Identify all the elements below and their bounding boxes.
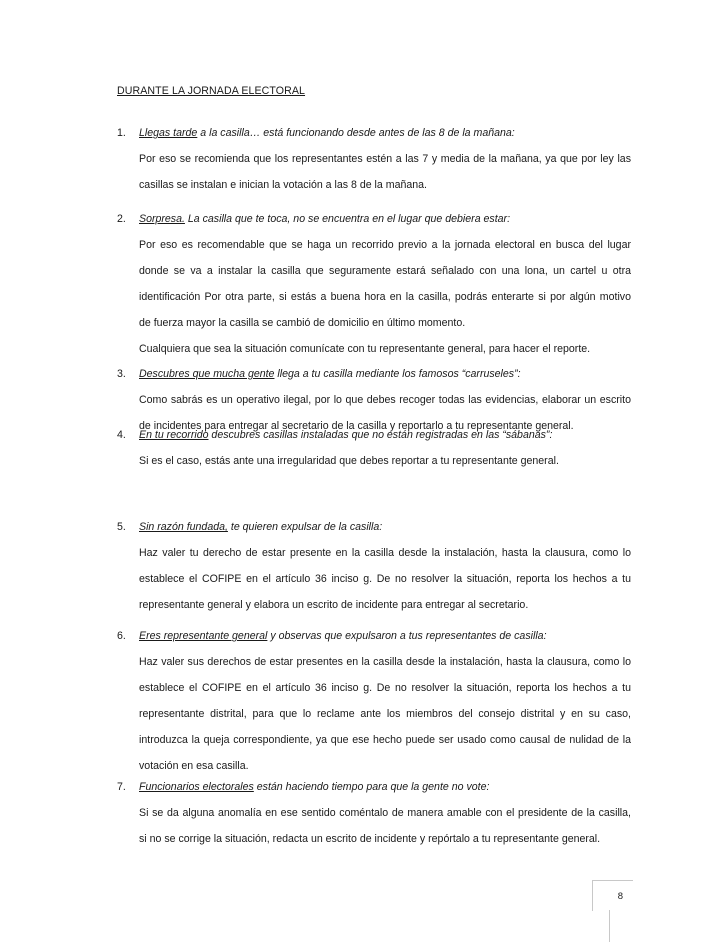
page-number-box (592, 880, 633, 911)
item-title-underlined: Funcionarios electorales (139, 781, 254, 793)
item-title-rest: están haciendo tiempo para que la gente no vote: (253, 781, 490, 793)
item-title-underlined: En tu recorrido (139, 429, 209, 441)
item-title-underlined: Sin razón fundada, (139, 521, 228, 533)
item-number: 2. (117, 213, 126, 225)
item-title-rest: descubres casillas instaladas que no están registradas en las “sábanas”: (208, 429, 553, 441)
list-item (117, 206, 631, 362)
list-item (117, 422, 631, 474)
list-item (117, 774, 631, 852)
section-heading: DURANTE LA JORNADA ELECTORAL (117, 85, 306, 97)
body-line: Por eso es recomendable que se haga un recorrido previo a la jornada electoral en busca del lugar (139, 239, 631, 251)
body-line: introduzca la queja correspondiente, ya que ese hecho puede ser usado como causal de nulidad de la (139, 734, 631, 746)
item-title-rest: te quieren expulsar de la casilla: (227, 521, 383, 533)
item-title (117, 361, 631, 387)
item-body (139, 146, 631, 198)
body-line: establece el COFIPE en el artículo 36 inciso g. De no resolver la situación, reporta los hechos a tu (139, 573, 631, 585)
item-number: 6. (117, 630, 126, 642)
item-body (139, 540, 631, 618)
body-line: de incidentes para entregar al secretario de la casilla y reportarlo a tu representante general. (139, 420, 574, 432)
body-line: Como sabrás es un operativo ilegal, por lo que debes recoger todas las evidencias, elaborar un escrito (139, 394, 631, 406)
item-title-underlined: Descubres que mucha gente (139, 368, 275, 380)
item-title-rest: a la casilla… está funcionando desde antes de las 8 de la mañana: (197, 127, 515, 139)
item-body (139, 800, 631, 852)
body-line: Haz valer tu derecho de estar presente en la casilla desde la instalación, hasta la clausura, como lo (139, 547, 631, 559)
item-number: 5. (117, 521, 126, 533)
page-number: 8 (617, 891, 623, 902)
body-line: establece el COFIPE en el artículo 36 inciso g. De no resolver la situación, reporta los hechos a tu (139, 682, 631, 694)
body-line: donde se va a instalar la casilla que seguramente estará señalado con una lona, un cartel u otra (139, 265, 631, 277)
item-title (117, 206, 631, 232)
item-body (139, 649, 631, 779)
body-line: identificación Por otra parte, si estás a buena hora en la casilla, podrás enterarte si por algún motivo (139, 291, 631, 303)
page-number-rule (609, 910, 610, 942)
list-item (117, 514, 631, 618)
item-title-rest: y observas que expulsaron a tus representantes de casilla: (267, 630, 547, 642)
item-title-underlined: Sorpresa. (139, 213, 185, 225)
item-title-rest: llega a tu casilla mediante los famosos “carruseles”: (274, 368, 521, 380)
item-body (139, 232, 631, 362)
item-title (117, 774, 631, 800)
item-title (117, 422, 631, 448)
body-line: casillas se instalan e inician la votación a las 8 de la mañana. (139, 179, 427, 191)
item-title (117, 120, 631, 146)
body-line: Haz valer sus derechos de estar presentes en la casilla desde la instalación, hasta la clausura, como lo (139, 656, 631, 668)
body-line: Por eso se recomienda que los representantes estén a las 7 y media de la mañana, ya que por ley las (139, 153, 631, 165)
body-line: Si es el caso, estás ante una irregularidad que debes reportar a tu representante general. (139, 455, 559, 467)
item-number: 4. (117, 429, 126, 441)
body-line: Si se da alguna anomalía en ese sentido coméntalo de manera amable con el presidente de la casilla, (139, 807, 631, 819)
list-item (117, 623, 631, 779)
item-title-underlined: Llegas tarde (139, 127, 198, 139)
item-title (117, 623, 631, 649)
item-title-rest: La casilla que te toca, no se encuentra en el lugar que debiera estar: (184, 213, 511, 225)
body-line: representante distrital, para que lo reclame ante los miembros del consejo distrital y en su caso, (139, 708, 631, 720)
body-line: si no se corrige la situación, redacta un escrito de incidente y repórtalo a tu representante general. (139, 833, 601, 845)
item-number: 7. (117, 781, 126, 793)
item-title-underlined: Eres representante general (139, 630, 268, 642)
list-item (117, 120, 631, 198)
item-number: 1. (117, 127, 126, 139)
body-line: votación en esa casilla. (139, 760, 249, 772)
body-line: Cualquiera que sea la situación comunícate con tu representante general, para hacer el reporte. (139, 343, 591, 355)
item-body (139, 448, 631, 474)
body-line: de fuerza mayor la casilla se cambió de domicilio en último momento. (139, 317, 466, 329)
item-title (117, 514, 631, 540)
body-line: representante general y elabora un escrito de incidente para entregar al secretario. (139, 599, 529, 611)
item-number: 3. (117, 368, 126, 380)
